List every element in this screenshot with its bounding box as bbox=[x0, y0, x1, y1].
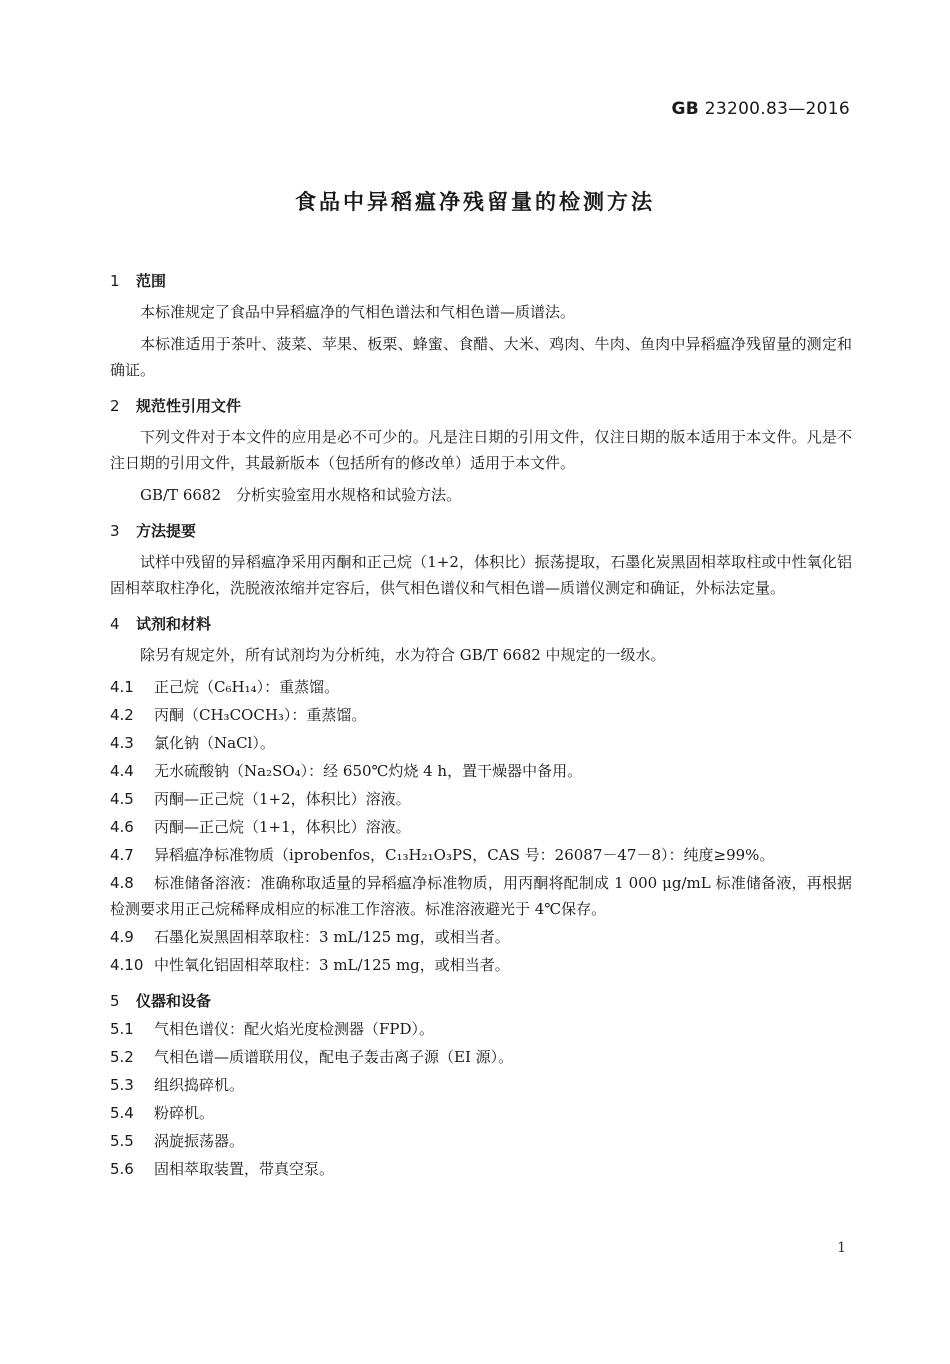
list-item: 5.3 组织捣碎机。 bbox=[110, 1076, 245, 1094]
list-item: 4.9 石墨化炭黑固相萃取柱：3 mL/125 mg，或相当者。 bbox=[110, 928, 510, 946]
section-heading-4: 4 试剂和材料 bbox=[110, 615, 212, 633]
page-number: 1 bbox=[837, 1240, 846, 1256]
paragraph: 下列文件对于本文件的应用是必不可少的。凡是注日期的引用文件，仅注日期的版本适用于本文件。凡是不注日期的引用文件，其最新版本（包括所有的修改单）适用于本文件。 bbox=[110, 428, 852, 472]
list-item: 5.5 涡旋振荡器。 bbox=[110, 1132, 245, 1150]
list-item: 5.4 粉碎机。 bbox=[110, 1104, 215, 1122]
list-item: 4.3 氯化钠（NaCl）。 bbox=[110, 734, 275, 752]
document-body bbox=[110, 258, 852, 1184]
standard-code bbox=[671, 99, 850, 119]
paragraph: 除另有规定外，所有试剂均为分析纯，水为符合 GB/T 6682 中规定的一级水。 bbox=[140, 646, 666, 664]
list-item: 4.5 丙酮—正己烷（1+2，体积比）溶液。 bbox=[110, 790, 411, 808]
section-heading-3: 3 方法提要 bbox=[110, 522, 197, 540]
list-item: 4.4 无水硫酸钠（Na₂SO₄）：经 650℃灼烧 4 h，置干燥器中备用。 bbox=[110, 762, 583, 780]
standard-number: 23200.83—2016 bbox=[704, 99, 850, 119]
list-item: 4.1 正己烷（C₆H₁₄）：重蒸馏。 bbox=[110, 678, 340, 696]
document-title: 食品中异稻瘟净残留量的检测方法 bbox=[295, 190, 655, 214]
list-item: 5.1 气相色谱仪：配火焰光度检测器（FPD）。 bbox=[110, 1020, 435, 1038]
list-item: 4.10 中性氧化铝固相萃取柱：3 mL/125 mg，或相当者。 bbox=[110, 956, 510, 974]
reference-entry: GB/T 6682 分析实验室用水规格和试验方法。 bbox=[140, 486, 462, 504]
section-heading-5: 5 仪器和设备 bbox=[110, 992, 212, 1010]
paragraph: 本标准适用于茶叶、菠菜、苹果、板栗、蜂蜜、食醋、大米、鸡肉、牛肉、鱼肉中异稻瘟净残留量的测定和确证。 bbox=[110, 335, 852, 379]
section-heading-1: 1 范围 bbox=[110, 272, 167, 290]
section-heading-2: 2 规范性引用文件 bbox=[110, 397, 242, 415]
paragraph: 本标准规定了食品中异稻瘟净的气相色谱法和气相色谱—质谱法。 bbox=[140, 303, 576, 321]
list-item: 5.6 固相萃取装置，带真空泵。 bbox=[110, 1160, 335, 1178]
list-item: 5.2 气相色谱—质谱联用仪，配电子轰击离子源（EI 源）。 bbox=[110, 1048, 514, 1066]
standard-prefix: GB bbox=[671, 99, 699, 119]
paragraph: 试样中残留的异稻瘟净采用丙酮和正己烷（1+2，体积比）振荡提取，石墨化炭黑固相萃取柱或中性氧化铝固相萃取柱净化，洗脱液浓缩并定容后，供气相色谱仪和气相色谱—质谱仪测定和确证，外标法定量。 bbox=[110, 553, 852, 597]
list-item: 4.7 异稻瘟净标准物质（iprobenfos，C₁₃H₂₁O₃PS，CAS 号：26087－47－8）：纯度≥99%。 bbox=[110, 846, 775, 864]
list-item: 4.6 丙酮—正己烷（1+1，体积比）溶液。 bbox=[110, 818, 411, 836]
list-item: 4.2 丙酮（CH₃COCH₃）：重蒸馏。 bbox=[110, 706, 367, 724]
list-item: 4.8 标准储备溶液：准确称取适量的异稻瘟净标准物质，用丙酮将配制成 1 000 μg/mL 标准储备液，再根据检测要求用正己烷稀释成相应的标准工作溶液。标准溶液避光于 4℃保存。 bbox=[110, 874, 852, 918]
